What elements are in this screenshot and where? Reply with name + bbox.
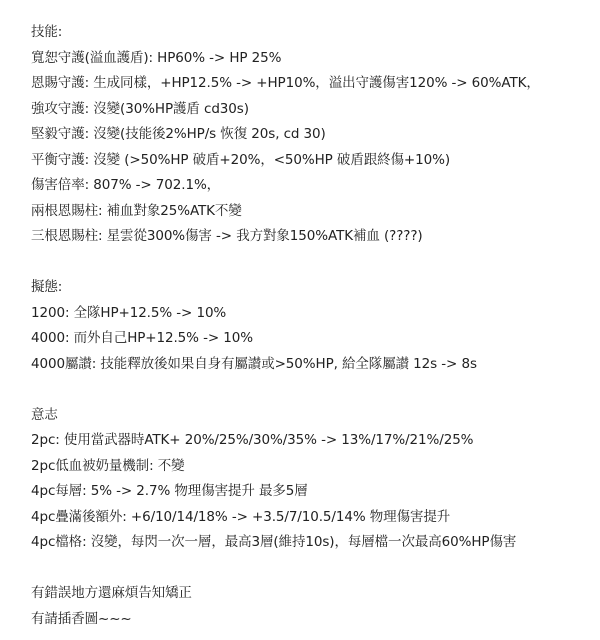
closing-line: 有錯誤地方還麻煩告知矯正 (31, 585, 192, 601)
text-line: 恩賜守護: 生成同樣，+HP12.5% -> +HP10%，溢出守護傷害120% -> 60%ATK， (31, 75, 540, 91)
text-line: 強攻守護: 沒變(30%HP護盾 cd30s) (31, 100, 249, 117)
closing-line: 有請插香圖~~~ (31, 610, 132, 627)
text-line: 平衡守護: 沒變 (>50%HP 破盾+20%，<50%HP 破盾跟終傷+10%) (31, 151, 451, 168)
text-line: 1200: 全隊HP+12.5% -> 10% (31, 304, 227, 321)
blank-line (31, 377, 591, 403)
text-line: 2pc: 使用當武器時ATK+ 20%/25%/30%/35% -> 13%/17%/21%/25% (31, 432, 474, 448)
text-line: 4pc疊滿後額外: +6/10/14/18% -> +3.5/7/10.5/14% 物理傷害提升 (31, 508, 451, 525)
text-line: 傷害倍率: 807% -> 702.1%， (31, 177, 221, 193)
text-line: 寬恕守護(溢血護盾): HP60% -> HP 25% (31, 49, 282, 66)
section-heading-simulacra: 擬態: (31, 279, 63, 295)
text-line: 4pc每層: 5% -> 2.7% 物理傷害提升 最多5層 (31, 483, 308, 499)
text-line: 4000: 而外自己HP+12.5% -> 10% (31, 330, 253, 346)
blank-line (31, 556, 591, 582)
section-heading-skills: 技能: (31, 24, 63, 40)
text-line: 兩根恩賜柱: 補血對象25%ATK不變 (31, 202, 242, 219)
section-heading-matrices: 意志 (31, 406, 58, 423)
text-line: 堅毅守護: 沒變(技能後2%HP/s 恢復 20s, cd 30) (31, 126, 326, 142)
post-body (31, 20, 591, 632)
blank-line (31, 250, 591, 276)
text-line: 4pc檔格: 沒變，每閃一次一層，最高3層(維持10s)，每層檔一次最高60%HP傷害 (31, 534, 517, 550)
text-line: 2pc低血被奶量機制: 不變 (31, 457, 185, 474)
text-line: 三根恩賜柱: 星雲從300%傷害 -> 我方對象150%ATK補血 (????) (31, 228, 423, 244)
text-line: 4000屬讃: 技能釋放後如果自身有屬讃或>50%HP, 給全隊屬讃 12s -> 8s (31, 355, 477, 372)
